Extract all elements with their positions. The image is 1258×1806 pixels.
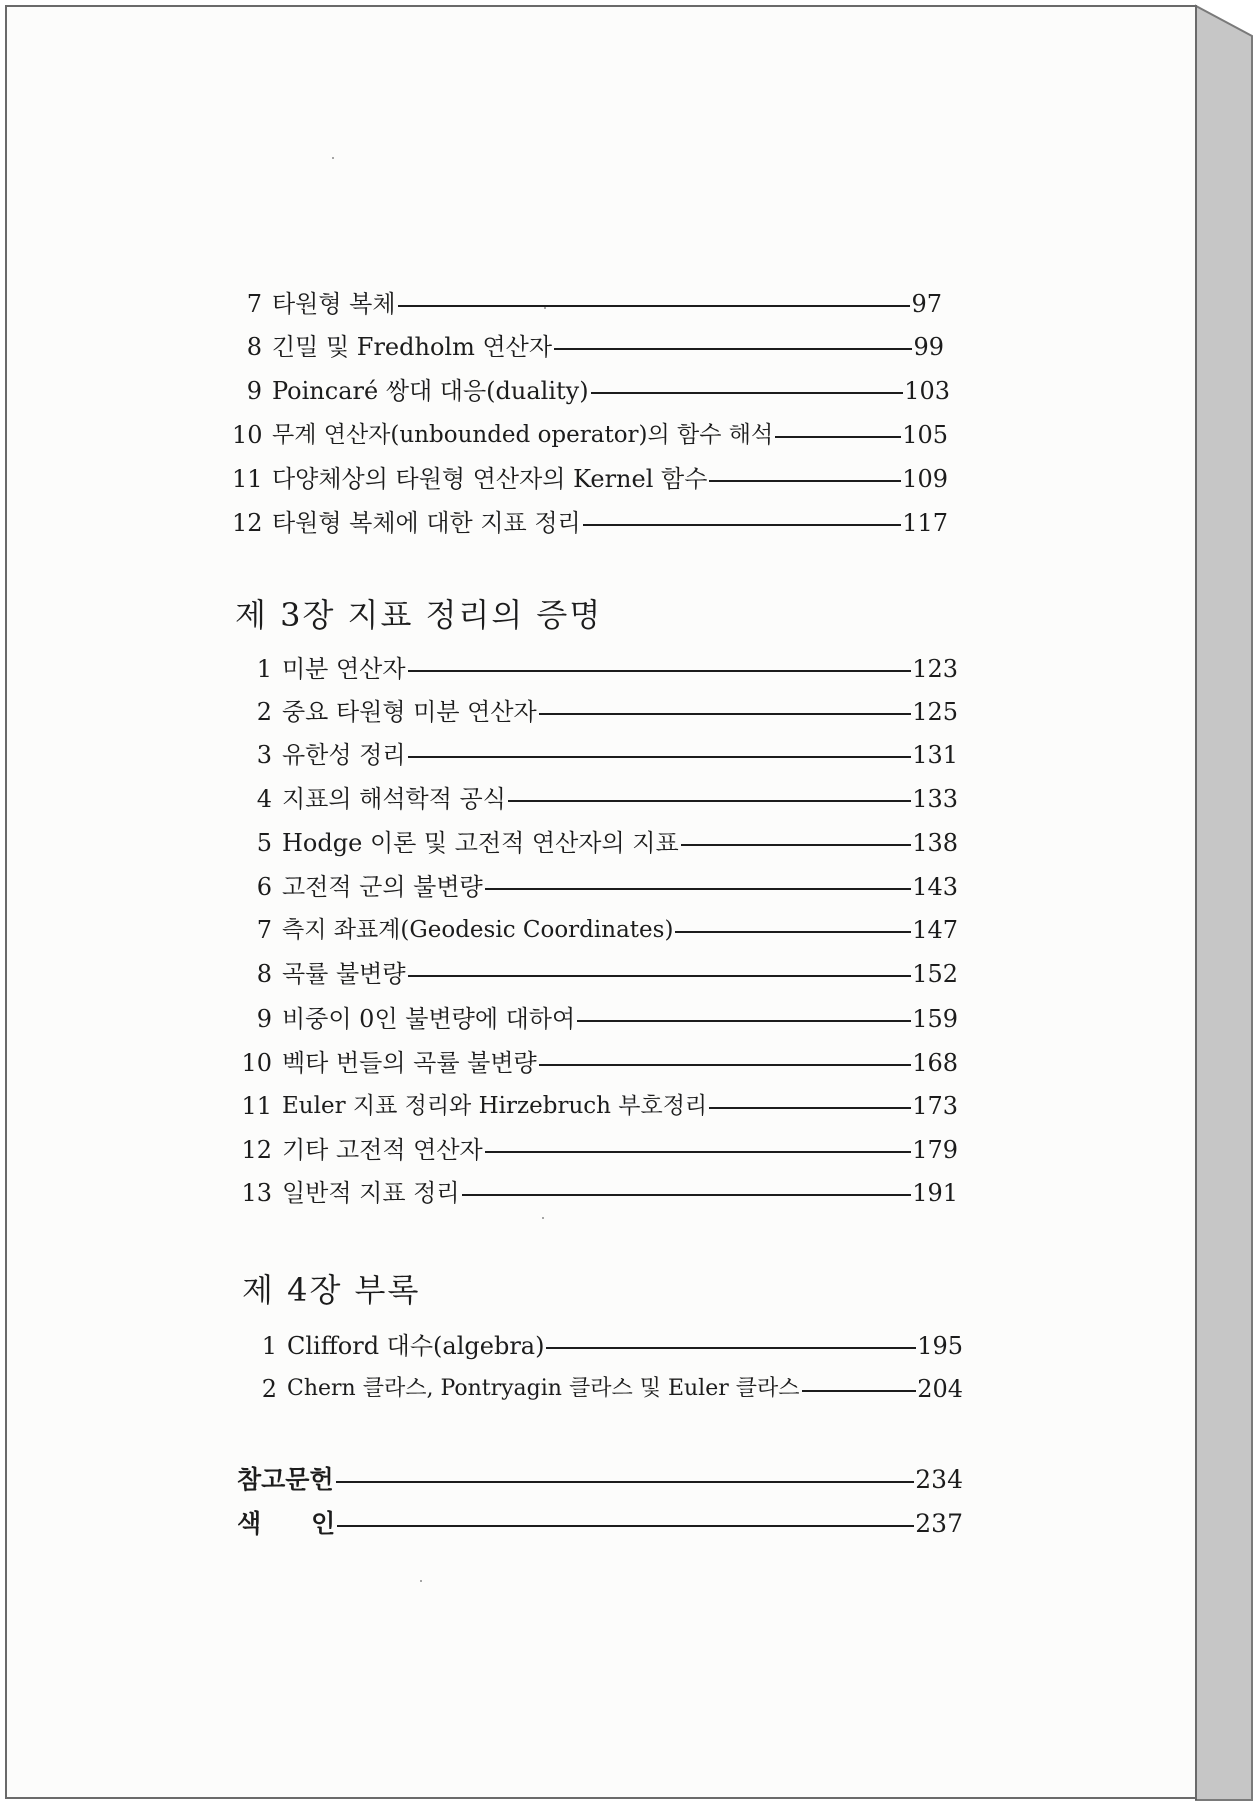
entry-page-number: 152	[912, 960, 958, 988]
leader-line	[485, 888, 911, 890]
toc-entry[interactable]	[232, 693, 958, 727]
toc-entry[interactable]	[232, 868, 958, 902]
entry-title: 고전적 군의 불변량	[282, 873, 483, 901]
entry-page-number: 117	[902, 509, 948, 537]
entry-title: 중요 타원형 미분 연산자	[282, 698, 537, 726]
print-speck	[542, 1217, 544, 1219]
toc-entry-index[interactable]	[237, 1505, 963, 1539]
leader-line	[709, 480, 901, 482]
entry-number: 8	[256, 960, 272, 988]
entry-number: 10	[232, 421, 263, 449]
entry-number: 8	[246, 333, 262, 361]
toc-entry[interactable]	[247, 1327, 963, 1361]
leader-line	[546, 1347, 916, 1349]
entry-page-number: 204	[917, 1375, 963, 1403]
entry-page-number: 99	[913, 333, 944, 361]
entry-number: 2	[256, 698, 272, 726]
print-speck	[420, 1580, 422, 1582]
toc-entry[interactable]	[232, 460, 948, 494]
entry-number: 7	[246, 290, 262, 318]
toc-entry[interactable]	[232, 416, 948, 450]
entry-title: Euler 지표 정리와 Hirzebruch 부호정리	[282, 1093, 708, 1119]
entry-number: 5	[256, 829, 272, 857]
leader-line	[681, 844, 912, 846]
entry-title: 측지 좌표계(Geodesic Coordinates)	[282, 917, 674, 943]
toc-entry[interactable]	[247, 1370, 963, 1404]
leader-line	[802, 1390, 917, 1392]
entry-number: 9	[256, 1005, 272, 1033]
toc-entry[interactable]	[232, 824, 958, 858]
entry-title: 다양체상의 타원형 연산자의 Kernel 함수	[272, 465, 708, 493]
entry-number: 12	[232, 509, 263, 537]
leader-line	[591, 392, 904, 394]
toc-entry[interactable]	[232, 504, 948, 538]
entry-page-number: 159	[912, 1005, 958, 1033]
leader-line	[583, 524, 901, 526]
entry-page-number: 105	[902, 421, 948, 449]
toc-entry[interactable]	[232, 1174, 958, 1208]
entry-page-number: 195	[917, 1332, 963, 1360]
entry-number: 11	[241, 1092, 272, 1120]
leader-line	[709, 1107, 911, 1109]
leader-line	[539, 713, 911, 715]
entry-title: 미분 연산자	[282, 655, 406, 683]
entry-page-number: 138	[912, 829, 958, 857]
entry-number: 1	[261, 1332, 277, 1360]
entry-page-number: 125	[912, 698, 958, 726]
entry-title: Clifford 대수(algebra)	[287, 1332, 545, 1360]
entry-page-number: 109	[902, 465, 948, 493]
entry-title: 유한성 정리	[282, 741, 406, 769]
toc-entry[interactable]	[232, 780, 958, 814]
entry-page-number: 168	[912, 1049, 958, 1077]
leader-line	[577, 1020, 911, 1022]
leader-line	[408, 975, 912, 977]
entry-number: 9	[246, 377, 262, 405]
leader-line	[408, 756, 912, 758]
entry-number: 4	[256, 785, 272, 813]
entry-page-number: 97	[911, 290, 942, 318]
chapter-heading: 제 3장 지표 정리의 증명	[235, 596, 603, 634]
entry-page-number: 237	[915, 1509, 963, 1538]
entry-number: 6	[256, 873, 272, 901]
entry-number: 11	[232, 465, 263, 493]
entry-title: 벡타 번들의 곡률 불변량	[282, 1049, 537, 1077]
entry-number: 1	[256, 655, 272, 683]
toc-entry[interactable]	[232, 736, 958, 770]
leader-line	[775, 436, 901, 438]
entry-title: 타원형 복체에 대한 지표 정리	[272, 509, 581, 537]
entry-title: 곡률 불변량	[282, 960, 406, 988]
entry-page-number: 133	[912, 785, 958, 813]
toc-page	[5, 5, 1197, 1799]
toc-entry[interactable]	[232, 911, 958, 945]
leader-line	[508, 800, 911, 802]
leader-line	[398, 305, 911, 307]
leader-line	[336, 1481, 915, 1483]
entry-title: Chern 클라스, Pontryagin 클라스 및 Euler 클라스	[287, 1376, 800, 1401]
toc-entry[interactable]	[232, 1087, 958, 1121]
entry-page-number: 179	[912, 1136, 958, 1164]
leader-line	[675, 931, 911, 933]
toc-entry[interactable]	[232, 1044, 958, 1078]
leader-line	[554, 348, 912, 350]
entry-title: 색 인	[237, 1509, 336, 1538]
leader-line	[539, 1064, 911, 1066]
entry-page-number: 191	[912, 1179, 958, 1207]
entry-title: 참고문헌	[237, 1465, 334, 1494]
leader-line	[462, 1194, 912, 1196]
chapter-heading: 제 4장 부록	[242, 1271, 421, 1309]
leader-line	[337, 1525, 914, 1527]
toc-entry[interactable]	[232, 1000, 958, 1034]
entry-page-number: 147	[912, 916, 958, 944]
entry-title: 긴밀 및 Fredholm 연산자	[272, 333, 553, 361]
entry-number: 10	[241, 1049, 272, 1077]
entry-page-number: 234	[915, 1465, 963, 1494]
entry-title: 지표의 해석학적 공식	[282, 785, 506, 813]
toc-entry[interactable]	[232, 285, 942, 319]
toc-entry[interactable]	[232, 372, 950, 406]
entry-number: 7	[256, 916, 272, 944]
toc-entry[interactable]	[232, 955, 958, 989]
toc-entry[interactable]	[232, 650, 958, 684]
entry-number: 13	[241, 1179, 272, 1207]
toc-entry[interactable]	[232, 328, 944, 362]
entry-number: 12	[241, 1136, 272, 1164]
leader-line	[408, 670, 912, 672]
print-speck	[332, 157, 334, 159]
entry-number: 2	[261, 1375, 277, 1403]
entry-title: 타원형 복체	[272, 290, 396, 318]
entry-page-number: 143	[912, 873, 958, 901]
entry-page-number: 173	[912, 1092, 958, 1120]
toc-entry[interactable]	[232, 1131, 958, 1165]
entry-title: 일반적 지표 정리	[282, 1179, 460, 1207]
entry-number: 3	[256, 741, 272, 769]
entry-title: 비중이 0인 불변량에 대하여	[282, 1005, 576, 1033]
entry-title: 기타 고전적 연산자	[282, 1136, 483, 1164]
entry-page-number: 131	[912, 741, 958, 769]
entry-title: Poincaré 쌍대 대응(duality)	[272, 377, 589, 405]
leader-line	[485, 1151, 911, 1153]
entry-title: 무계 연산자(unbounded operator)의 함수 해석	[272, 422, 774, 448]
entry-page-number: 123	[912, 655, 958, 683]
entry-title: Hodge 이론 및 고전적 연산자의 지표	[282, 829, 679, 857]
toc-entry-references[interactable]	[237, 1461, 963, 1495]
entry-page-number: 103	[904, 377, 950, 405]
